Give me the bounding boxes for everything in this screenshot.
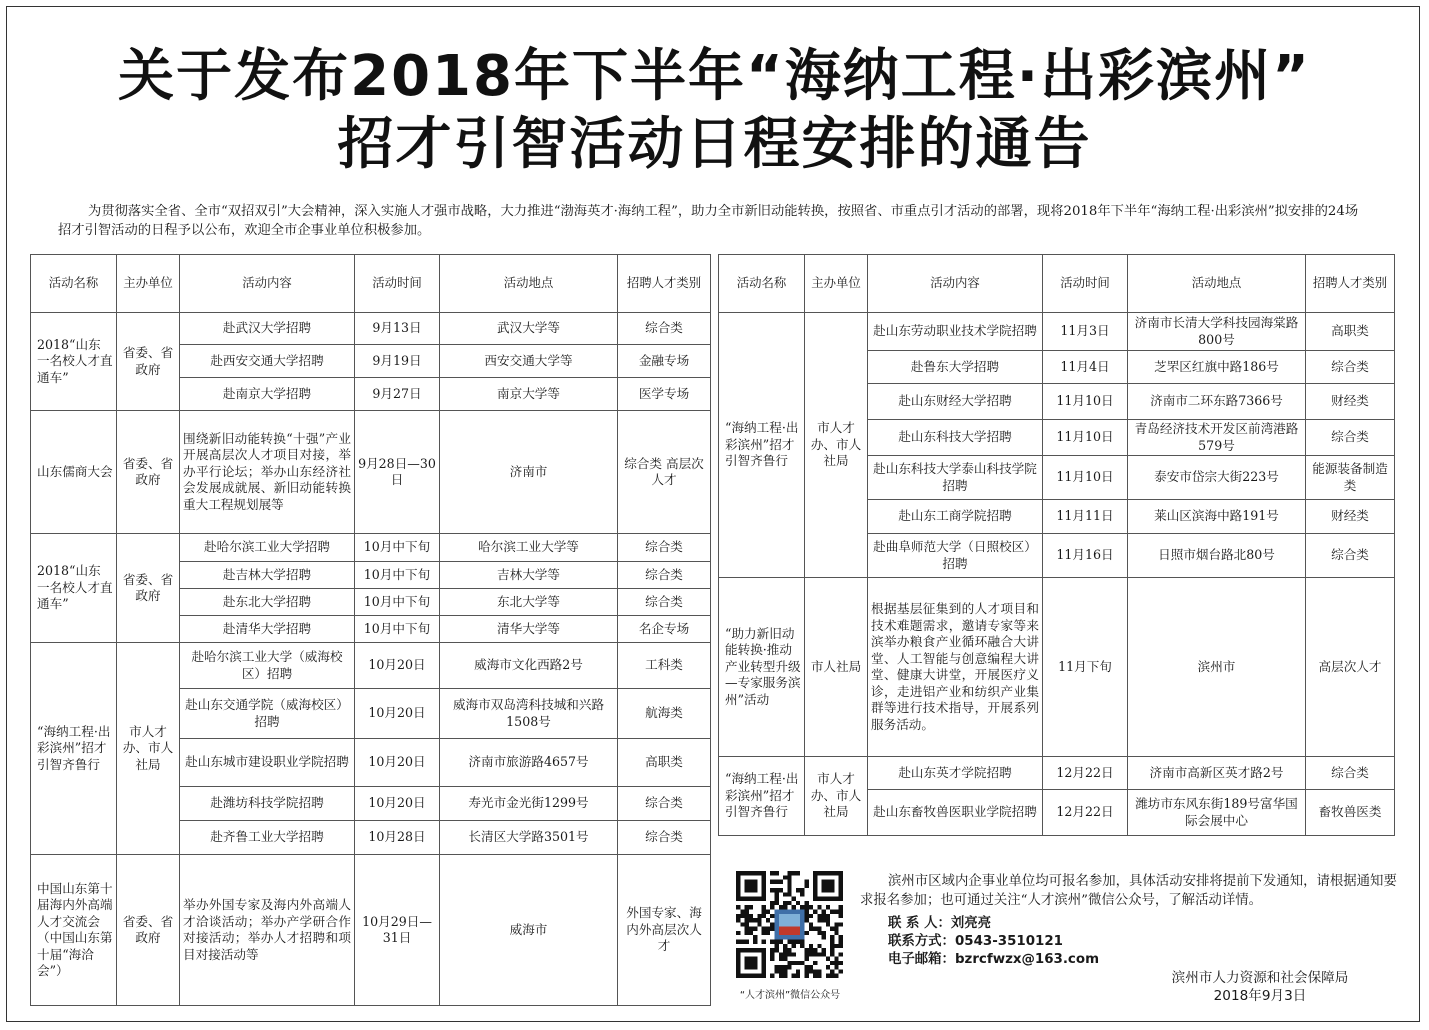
talent-type-cell: 综合类 (618, 534, 711, 562)
time-cell: 10月中下旬 (355, 589, 440, 616)
talent-type-cell: 高职类 (618, 739, 711, 787)
content-cell: 围绕新旧动能转换“十强”产业开展高层次人才项目对接，举办平行论坛；举办山东经济社会发展成就展、新旧动能转换重大工程规划展等 (180, 411, 355, 534)
talent-type-cell: 能源装备制造类 (1306, 456, 1395, 500)
host-cell: 市人社局 (805, 578, 868, 757)
table-row (31, 411, 711, 534)
place-cell: 南京大学等 (440, 378, 618, 411)
place-cell: 济南市高新区英才路2号 (1128, 757, 1306, 790)
content-header: 活动内容 (180, 255, 355, 313)
contact-phone: 联系方式：0543-3510121 (888, 934, 1063, 949)
time-cell: 9月28日—30日 (355, 411, 440, 534)
time-cell: 10月中下旬 (355, 616, 440, 643)
time-cell: 11月3日 (1043, 313, 1128, 351)
place-cell: 吉林大学等 (440, 562, 618, 589)
talent-type-cell: 综合类 (1306, 351, 1395, 384)
place-cell: 潍坊市东风东街189号富华国际会展中心 (1128, 790, 1306, 836)
content-cell: 赴山东科技大学泰山科技学院招聘 (868, 456, 1043, 500)
content-cell: 赴东北大学招聘 (180, 589, 355, 616)
talent-type-cell: 综合类 高层次人才 (618, 411, 711, 534)
activity-name-cell: “海纳工程·出彩滨州”招才引智齐鲁行 (719, 313, 805, 578)
place-cell: 泰安市岱宗大街223号 (1128, 456, 1306, 500)
place-cell: 哈尔滨工业大学等 (440, 534, 618, 562)
time-cell: 11月下旬 (1043, 578, 1128, 757)
talent-type-cell: 财经类 (1306, 384, 1395, 420)
content-cell: 赴曲阜师范大学（日照校区）招聘 (868, 534, 1043, 578)
content-cell: 赴哈尔滨工业大学招聘 (180, 534, 355, 562)
time-cell: 9月27日 (355, 378, 440, 411)
place-cell: 寿光市金光街1299号 (440, 787, 618, 821)
place-cell: 威海市文化西路2号 (440, 643, 618, 689)
intro-paragraph: 为贯彻落实全省、全市“双招双引”大会精神，深入实施人才强市战略，大力推进“渤海英才·海纳工程”，助力全市新旧动能转换，按照省、市重点引才活动的部署，现将2018年下半年“海纳工程·出彩滨州”拟安排的24场招才引智活动的日程予以公布，欢迎全市企事业单位积极参加。 (58, 204, 1359, 238)
time-cell: 10月29日—31日 (355, 855, 440, 1006)
issuing-organization: 滨州市人力资源和社会保障局 (1171, 970, 1349, 986)
time-cell: 11月11日 (1043, 500, 1128, 534)
place-cell: 芝罘区红旗中路186号 (1128, 351, 1306, 384)
schedule-table-right (718, 254, 1395, 836)
talent-type-cell: 综合类 (1306, 420, 1395, 456)
place-cell: 莱山区滨海中路191号 (1128, 500, 1306, 534)
qr-caption: “人才滨州”微信公众号 (739, 990, 841, 1001)
time-cell: 12月22日 (1043, 790, 1128, 836)
content-cell: 赴山东畜牧兽医职业学院招聘 (868, 790, 1043, 836)
time-cell: 10月28日 (355, 821, 440, 855)
content-cell: 赴武汉大学招聘 (180, 313, 355, 345)
header-row (719, 255, 1395, 313)
table-row (31, 313, 711, 345)
activity-name-cell: 2018“山东一名校人才直通车” (31, 313, 117, 411)
issue-date: 2018年9月3日 (1213, 988, 1307, 1004)
place-cell: 武汉大学等 (440, 313, 618, 345)
place-cell: 济南市二环东路7366号 (1128, 384, 1306, 420)
place-cell: 东北大学等 (440, 589, 618, 616)
time-cell: 11月10日 (1043, 456, 1128, 500)
talent-type-cell: 医学专场 (618, 378, 711, 411)
talent-type-cell: 综合类 (618, 787, 711, 821)
page-title-line2: 招才引智活动日程安排的通告 (337, 112, 1092, 177)
place-cell: 长清区大学路3501号 (440, 821, 618, 855)
place-cell: 威海市 (440, 855, 618, 1006)
place-cell: 西安交通大学等 (440, 345, 618, 378)
talent-type-cell: 综合类 (618, 562, 711, 589)
content-cell: 赴齐鲁工业大学招聘 (180, 821, 355, 855)
qr-code-icon (736, 871, 843, 978)
activity-name-cell: 山东儒商大会 (31, 411, 117, 534)
place-cell: 清华大学等 (440, 616, 618, 643)
activity-name-cell: 2018“山东一名校人才直通车” (31, 534, 117, 643)
host-cell: 省委、省政府 (117, 534, 180, 643)
talent-type-cell: 财经类 (1306, 500, 1395, 534)
time-cell: 10月20日 (355, 739, 440, 787)
talent-type-cell: 综合类 (1306, 534, 1395, 578)
place-header: 活动地点 (440, 255, 618, 313)
talent-type-cell: 综合类 (618, 313, 711, 345)
schedule-table-left (30, 254, 711, 1006)
page-title-line1: 关于发布2018年下半年“海纳工程·出彩滨州” (118, 44, 1311, 109)
content-cell: 赴南京大学招聘 (180, 378, 355, 411)
table-row (719, 757, 1395, 790)
place-header: 活动地点 (1128, 255, 1306, 313)
host-cell: 省委、省政府 (117, 313, 180, 411)
table-row (31, 643, 711, 689)
talent-type-cell: 航海类 (618, 689, 711, 739)
host-header: 主办单位 (805, 255, 868, 313)
content-header: 活动内容 (868, 255, 1043, 313)
talent-type-header: 招聘人才类别 (1306, 255, 1395, 313)
table-row (31, 534, 711, 562)
place-cell: 济南市 (440, 411, 618, 534)
talent-type-cell: 畜牧兽医类 (1306, 790, 1395, 836)
right-table-body (719, 255, 1395, 836)
host-cell: 省委、省政府 (117, 411, 180, 534)
time-cell: 9月13日 (355, 313, 440, 345)
content-cell: 举办外国专家及海内外高端人才洽谈活动；举办产学研合作对接活动；举办人才招聘和项目对接活动等 (180, 855, 355, 1006)
header-row (31, 255, 711, 313)
talent-type-cell: 综合类 (618, 589, 711, 616)
place-cell: 威海市双岛湾科技城和兴路1508号 (440, 689, 618, 739)
activity-name-cell: “助力新旧动能转换·推动产业转型升级—专家服务滨州”活动 (719, 578, 805, 757)
time-cell: 12月22日 (1043, 757, 1128, 790)
place-cell: 青岛经济技术开发区前湾港路579号 (1128, 420, 1306, 456)
talent-type-cell: 金融专场 (618, 345, 711, 378)
contact-person: 联 系 人：刘亮亮 (888, 916, 992, 931)
table-row (719, 578, 1395, 757)
time-cell: 11月16日 (1043, 534, 1128, 578)
table-row (719, 313, 1395, 351)
content-cell: 赴山东财经大学招聘 (868, 384, 1043, 420)
contact-note: 滨州市区域内企事业单位均可报名参加，具体活动安排将提前下发通知，请根据通知要求报名参加；也可通过关注“人才滨州”微信公众号，了解活动详情。 (860, 874, 1397, 908)
activity-name-header: 活动名称 (31, 255, 117, 313)
time-header: 活动时间 (1043, 255, 1128, 313)
host-cell: 市人才办、市人社局 (805, 313, 868, 578)
time-cell: 10月20日 (355, 689, 440, 739)
time-cell: 11月4日 (1043, 351, 1128, 384)
activity-name-header: 活动名称 (719, 255, 805, 313)
time-header: 活动时间 (355, 255, 440, 313)
contact-email: 电子邮箱：bzrcfwzx@163.com (888, 952, 1100, 967)
content-cell: 根据基层征集到的人才项目和技术难题需求，邀请专家等来滨举办粮食产业循环融合大讲堂、人工智能与创意编程大讲堂、健康大讲堂，开展医疗义诊，走进铝产业和纺织产业集群等进行技术指导，开展系列服务活动。 (868, 578, 1043, 757)
time-cell: 10月20日 (355, 787, 440, 821)
content-cell: 赴山东劳动职业技术学院招聘 (868, 313, 1043, 351)
time-cell: 10月20日 (355, 643, 440, 689)
content-cell: 赴山东城市建设职业学院招聘 (180, 739, 355, 787)
time-cell: 10月中下旬 (355, 562, 440, 589)
activity-name-cell: “海纳工程·出彩滨州”招才引智齐鲁行 (719, 757, 805, 836)
activity-name-cell: “海纳工程·出彩滨州”招才引智齐鲁行 (31, 643, 117, 855)
talent-type-cell: 名企专场 (618, 616, 711, 643)
talent-type-header: 招聘人才类别 (618, 255, 711, 313)
content-cell: 赴山东工商学院招聘 (868, 500, 1043, 534)
activity-name-cell: 中国山东第十届海内外高端人才交流会（中国山东第十届“海洽会”） (31, 855, 117, 1006)
place-cell: 滨州市 (1128, 578, 1306, 757)
place-cell: 日照市烟台路北80号 (1128, 534, 1306, 578)
talent-type-cell: 高职类 (1306, 313, 1395, 351)
time-cell: 10月中下旬 (355, 534, 440, 562)
left-table-body (31, 255, 711, 1006)
host-cell: 市人才办、市人社局 (805, 757, 868, 836)
content-cell: 赴潍坊科技学院招聘 (180, 787, 355, 821)
content-cell: 赴鲁东大学招聘 (868, 351, 1043, 384)
host-header: 主办单位 (117, 255, 180, 313)
talent-type-cell: 外国专家、海内外高层次人才 (618, 855, 711, 1006)
time-cell: 9月19日 (355, 345, 440, 378)
content-cell: 赴山东交通学院（威海校区）招聘 (180, 689, 355, 739)
content-cell: 赴吉林大学招聘 (180, 562, 355, 589)
content-cell: 赴西安交通大学招聘 (180, 345, 355, 378)
time-cell: 11月10日 (1043, 384, 1128, 420)
talent-type-cell: 工科类 (618, 643, 711, 689)
content-cell: 赴山东科技大学招聘 (868, 420, 1043, 456)
content-cell: 赴清华大学招聘 (180, 616, 355, 643)
host-cell: 市人才办、市人社局 (117, 643, 180, 855)
talent-type-cell: 高层次人才 (1306, 578, 1395, 757)
host-cell: 省委、省政府 (117, 855, 180, 1006)
content-cell: 赴山东英才学院招聘 (868, 757, 1043, 790)
time-cell: 11月10日 (1043, 420, 1128, 456)
talent-type-cell: 综合类 (618, 821, 711, 855)
place-cell: 济南市长清大学科技园海棠路800号 (1128, 313, 1306, 351)
table-row (31, 855, 711, 1006)
talent-type-cell: 综合类 (1306, 757, 1395, 790)
content-cell: 赴哈尔滨工业大学（威海校区）招聘 (180, 643, 355, 689)
place-cell: 济南市旅游路4657号 (440, 739, 618, 787)
